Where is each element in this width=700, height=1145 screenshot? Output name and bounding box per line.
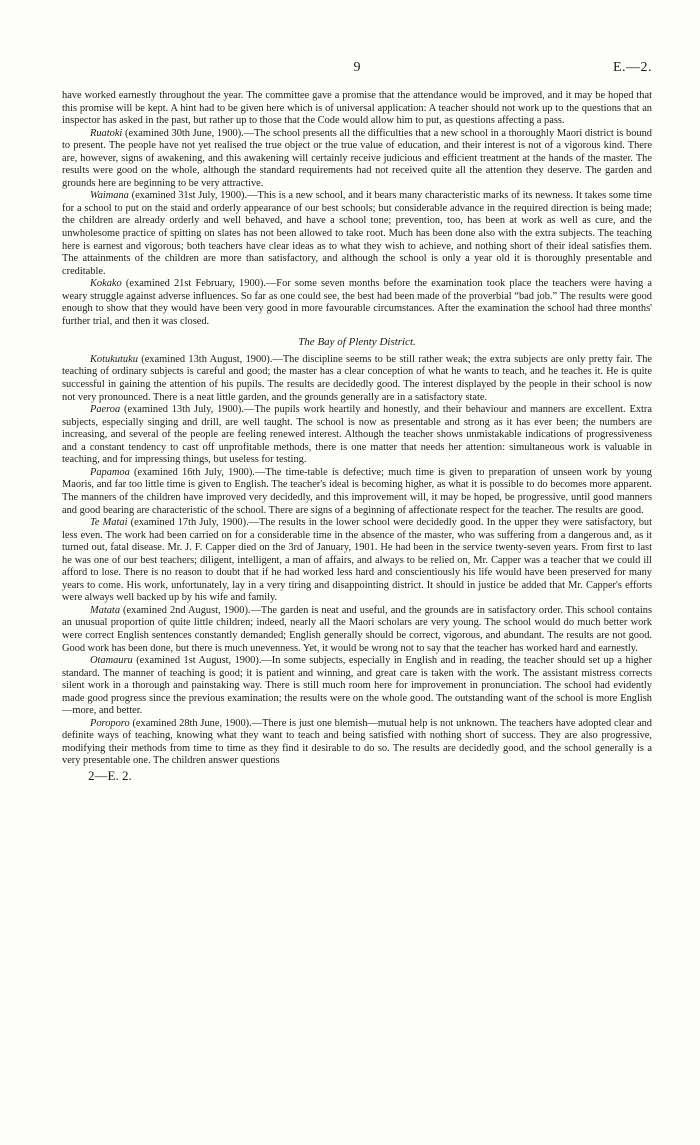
paragraph-text: (examined 1st August, 1900).—In some subjects, especially in English and in reading, the teacher should set up a higher standard. The manner of teaching is good; it is patient and winning, and great care is taken with the work. The assistant mistress corrects silent work in a thorough and painstaking way. There is still much room here for improvement in pronunciation. The school had evidently made good progress since the previous examination; the results were on the whole good. The outstanding want of the school is more English—more, and better.	[62, 655, 652, 717]
paragraph-text: (examined 28th June, 1900).—There is just one blemish—mutual help is not unknown. The teachers have adopted clear and definite ways of teaching, knowing what they want to teach and being satisfied with nothing short of success. They are also progressive, modifying their methods from time to time as they find it desirable to do so. The results are decidedly good, and the school generally is a very presentable one. The children answer questions	[62, 717, 652, 767]
paragraph-poroporo	[62, 718, 652, 768]
school-name: Waimana	[90, 190, 129, 202]
paragraph-text: (examined 17th July, 1900).—The results in the lower school were decidedly good. In the upper they were satisfactory, but less even. The work had been carried on for a considerable time in the absence of the master, who was suffering from a dangerous and, as it turned out, fatal disease. Mr. J. F. Capper died on the 3rd of January, 1901. He had been in the service twenty-seven years. From first to last he was one of our best teachers; diligent, intelligent, a man of affairs, and always to be relied on, Mr. Capper was a teacher that we could ill afford to lose. There is no reason to doubt that if he had worked less hard and conscientiously his life would have been preserved for many years to come. His work, unfortunately, lay in a very tiring and disappointing district. It should in justice be added that Mr. Capper's efforts were always well backed up by his wife and family.	[62, 517, 653, 604]
page-number: 9	[353, 60, 361, 75]
paragraph-kotukutuku	[62, 354, 652, 404]
school-name: Ruatoki	[90, 127, 123, 139]
school-name: Te Matai	[90, 517, 128, 529]
paragraph-intro: have worked earnestly throughout the year. The committee gave a promise that the attendance would be improved, and it may be hoped that this promise will be kept. A hint had to be given here which is of universal application: A teacher should not work up to the questions that an inspector has asked in the past, but rather up to those that the Code would allow him to put, as questions affecting a pass.	[62, 90, 652, 127]
paragraph-matata	[62, 605, 652, 655]
paragraph-text: (examined 16th July, 1900).—The time-table is defective; much time is given to preparation of unseen work by young Maoris, and far too little time is given to English. The teacher's ideal is becoming higher, as what it is possible to do becomes more apparent. The manners of the children have improved very decidedly, and this improvement will, it may be hoped, be progressive, until good manners and good bearing are characteristic of the school. There are signs of a beginning of affectionate respect for the teacher. The results are good.	[62, 466, 652, 516]
paragraph-text: (examined 13th August, 1900).—The discipline seems to be still rather weak; the extra subjects are only pretty fair. The teaching of ordinary subjects is careful and good; the master has a clear conception of what he wants to teach, and he teaches it. He is quite successful in gaining the attention of his pupils. The results are decidedly good. The interest displayed by the people in their school is now not very pronounced. There is a neat little garden, and the grounds generally are in a satisfactory state.	[62, 353, 652, 403]
paragraph-te-matai	[62, 517, 652, 605]
school-name: Poroporo	[90, 717, 130, 729]
paragraph-kokako	[62, 278, 652, 328]
paragraph-papamoa	[62, 467, 652, 517]
school-name: Kokako	[90, 278, 122, 290]
school-name: Paeroa	[90, 404, 121, 416]
document-reference: E.—2.	[612, 60, 652, 75]
section-heading: The Bay of Plenty District.	[298, 336, 416, 349]
paragraph-text: (examined 31st July, 1900).—This is a new school, and it bears many characteristic marks of its newness. It takes some time for a school to put on the staid and orderly appearance of our best schools; but considerable advance in the required direction is being made; the children are already orderly and well behaved, and have a school tone; prevention, too, has been at work as well as cure, and the unwholesome practice of spitting on slates has not been allowed to take root. Much has been done also with the extra subjects. The teaching here is earnest and vigorous; both teachers have clear ideas as to what they wish to achieve, and nothing short of their ideal satisfies them. The attainments of the children are more than satisfactory, and although the school is only a year old it is thoroughly presentable and creditable.	[62, 190, 652, 277]
page-footer-signature: 2—E. 2.	[88, 767, 132, 783]
school-name: Kotukutuku	[90, 353, 138, 365]
paragraph-waimana	[62, 190, 652, 278]
school-name: Otamauru	[90, 655, 133, 667]
school-name: Matata	[90, 604, 121, 616]
school-name: Papamoa	[90, 466, 130, 478]
paragraph-otamauru	[62, 655, 652, 718]
paragraph-text: (examined 30th June, 1900).—The school presents all the difficulties that a new school in a thoroughly Maori district is bound to present. The people have not yet realised the true object or the true value of education, and their interest is not of a vigorous kind. There are, however, signs of awakening, and this awakening will certainly receive judicious and efficient treatment at the hands of the master. The results were good on the whole, although the standard requirements had not received quite all the attention they deserve. The garden and grounds here are beginning to be very attractive.	[62, 127, 652, 189]
page-header	[62, 62, 652, 90]
paragraph-paeroa	[62, 404, 652, 467]
paragraph-ruatoki	[62, 128, 652, 191]
paragraph-text: (examined 13th July, 1900).—The pupils work heartily and honestly, and their behaviour and manners are excellent. Extra subjects, especially singing and drill, are well taught. The school is now as presentable and strong as it has ever been; the numbers are increasing, and several of the people are feeling renewed interest. Although the teacher shows unmistakable indications of progressiveness and a constant tendency to cast off unprofitable methods, there is one matter that needs her attention: simultaneous work is valuable in teaching, and for impressing things, but useless for testing.	[62, 404, 652, 466]
document-page	[62, 62, 652, 783]
paragraph-text: (examined 21st February, 1900).—For some seven months before the examination took place the teachers were having a weary struggle against adverse influences. So far as one could see, the best had been made of the proverbial “bad job.” The results were good enough to show that they would have been very good in more favourable circumstances. After the examination the school had three months' further trial, and then it was closed.	[62, 278, 652, 327]
paragraph-text: (examined 2nd August, 1900).—The garden is neat and useful, and the grounds are in satisfactory order. This school contains an unusual proportion of quite little children; indeed, nearly all the Maori scholars are very young. The school would do much better work were correct English sentences constantly demanded; English generally should be correct, vigorous, and abundant. The results are not good. Good work has been done, but there is much unevenness. Yet, it would be wrong not to say that the teacher has worked hard and earnestly.	[62, 604, 652, 654]
